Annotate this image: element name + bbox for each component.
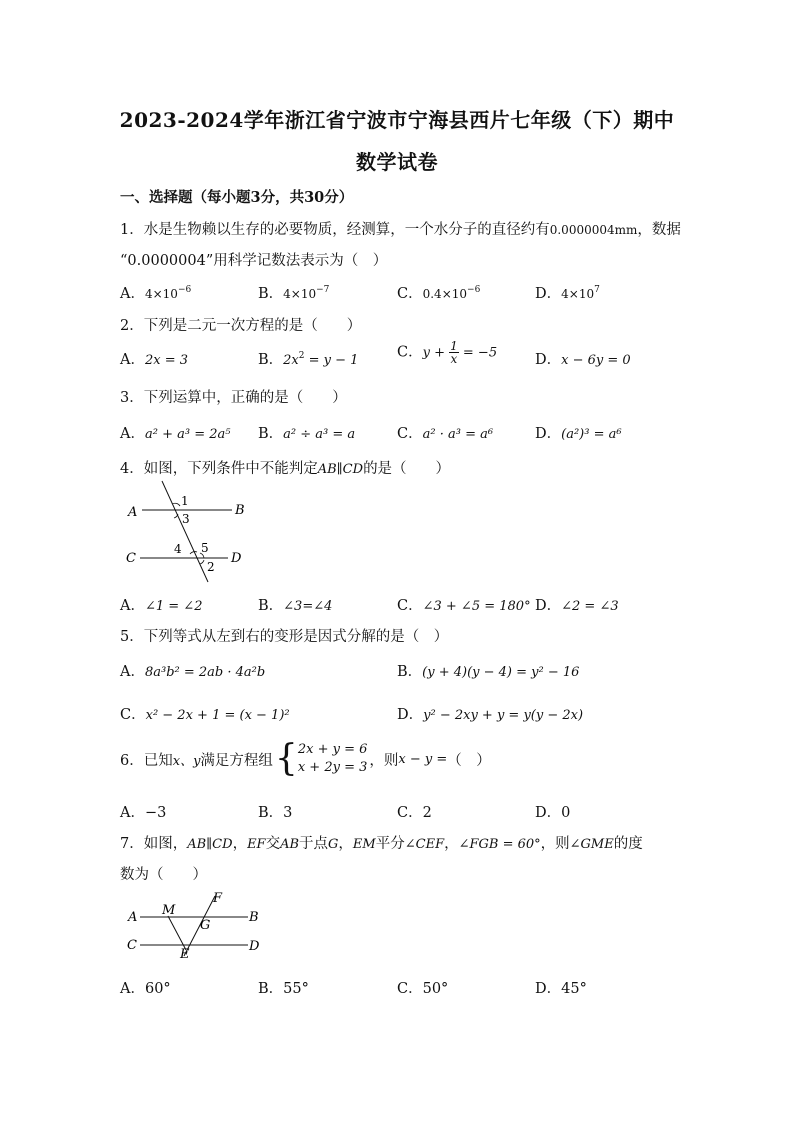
q2-option-a: A．2x = 3 bbox=[120, 352, 189, 368]
angle-arc-3 bbox=[174, 514, 178, 518]
question-4-stem: 4．如图，下列条件中不能判定AB∥CD的是（ ） bbox=[120, 461, 451, 477]
q5-option-d: D．y² − 2xy + y = y(y − 2x) bbox=[397, 707, 584, 723]
q4-figure bbox=[120, 478, 260, 588]
q7-option-b: B．55° bbox=[258, 981, 309, 997]
q3-option-a: A．a² + a³ = 2a⁵ bbox=[120, 426, 231, 442]
q5-option-c: C．x² − 2x + 1 = (x − 1)² bbox=[120, 707, 290, 723]
brace-icon: { bbox=[274, 738, 298, 779]
point-label-g: G bbox=[200, 918, 211, 933]
angle-label-1: 1 bbox=[181, 494, 189, 508]
q4-option-a: A．∠1 = ∠2 bbox=[120, 598, 203, 614]
section-heading: 一、选择题（每小题3分，共30分） bbox=[120, 189, 354, 206]
q2-option-c: C．y + $\frac{1}{x}$ = −5 bbox=[397, 339, 498, 366]
angle-label-5: 5 bbox=[201, 541, 209, 555]
q1-option-a: A．$4\times 10^{-6}$ bbox=[120, 285, 192, 302]
question-6-stem: 6．已知 x、y 满足方程组 { 2x + y = 6 x + 2y = 3 ，则 x − y = （ ） bbox=[120, 738, 491, 779]
point-label-m: M bbox=[162, 903, 176, 918]
q7-option-c: C．50° bbox=[397, 981, 449, 997]
question-1-line-2: “0.0000004”用科学记数法表示为（ ） bbox=[120, 253, 388, 269]
q5-option-b: B．(y + 4)(y − 4) = y² − 16 bbox=[397, 664, 580, 680]
q6-option-d: D．0 bbox=[535, 805, 571, 821]
q4-option-c: C．∠3 + ∠5 = 180° bbox=[397, 598, 531, 614]
q6-option-c: C．2 bbox=[397, 805, 432, 821]
page-title: 2023-2024学年浙江省宁波市宁海县西片七年级（下）期中 bbox=[119, 108, 675, 132]
q1-option-d: D．$4\times 10^7$ bbox=[535, 285, 600, 302]
q3-option-d: D．(a²)³ = a⁶ bbox=[535, 426, 622, 442]
question-2-stem: 2．下列是二元一次方程的是（ ） bbox=[120, 318, 362, 334]
q4-option-d: D．∠2 = ∠3 bbox=[535, 598, 619, 614]
point-label-d: D bbox=[249, 939, 260, 954]
question-1-line-1: 1．水是生物赖以生存的必要物质，经测算，一个水分子的直径约有0.0000004mm，数据 bbox=[120, 222, 681, 238]
question-3-stem: 3．下列运算中，正确的是（ ） bbox=[120, 390, 347, 406]
point-label-c: C bbox=[127, 938, 137, 953]
q1-option-c: C．$0.4\times 10^{-6}$ bbox=[397, 285, 481, 302]
point-label-f: F bbox=[213, 891, 223, 906]
page-subtitle: 数学试卷 bbox=[356, 150, 438, 174]
angle-label-2: 2 bbox=[207, 560, 215, 574]
q1-option-b: B．$4\times 10^{-7}$ bbox=[258, 285, 330, 302]
q7-option-d: D．45° bbox=[535, 981, 587, 997]
point-label-c: C bbox=[126, 551, 136, 566]
angle-arc-4 bbox=[190, 552, 197, 554]
point-label-d: D bbox=[231, 551, 242, 566]
question-7-line-1: 7．如图，AB∥CD，EF交AB于点G，EM平分∠CEF，∠FGB = 60°，则∠GME的度 bbox=[120, 836, 643, 852]
point-label-a: A bbox=[128, 910, 138, 925]
q3-option-c: C．a² · a³ = a⁶ bbox=[397, 426, 494, 442]
q2-option-d: D．x − 6y = 0 bbox=[535, 352, 631, 368]
angle-label-4: 4 bbox=[174, 542, 182, 556]
q6-option-a: A．−3 bbox=[120, 805, 167, 821]
q6-option-b: B．3 bbox=[258, 805, 293, 821]
point-label-b: B bbox=[249, 910, 259, 925]
q5-option-a: A．8a³b² = 2ab · 4a²b bbox=[120, 664, 266, 680]
point-label-e: E bbox=[180, 947, 190, 962]
angle-arc-2 bbox=[200, 560, 204, 564]
angle-label-3: 3 bbox=[182, 512, 190, 526]
q3-option-b: B．a² ÷ a³ = a bbox=[258, 426, 356, 442]
point-label-b: B bbox=[235, 503, 245, 518]
q7-option-a: A．60° bbox=[120, 981, 171, 997]
q7-figure bbox=[120, 890, 270, 962]
q4-option-b: B．∠3=∠4 bbox=[258, 598, 333, 614]
point-label-a: A bbox=[128, 505, 138, 520]
question-5-stem: 5．下列等式从左到右的变形是因式分解的是（ ） bbox=[120, 629, 449, 645]
equation-system: { 2x + y = 6 x + 2y = 3 bbox=[274, 738, 368, 779]
question-7-line-2: 数为（ ） bbox=[120, 867, 207, 883]
q2-option-b: B．$2x^2 = y - 1$ bbox=[258, 351, 359, 368]
